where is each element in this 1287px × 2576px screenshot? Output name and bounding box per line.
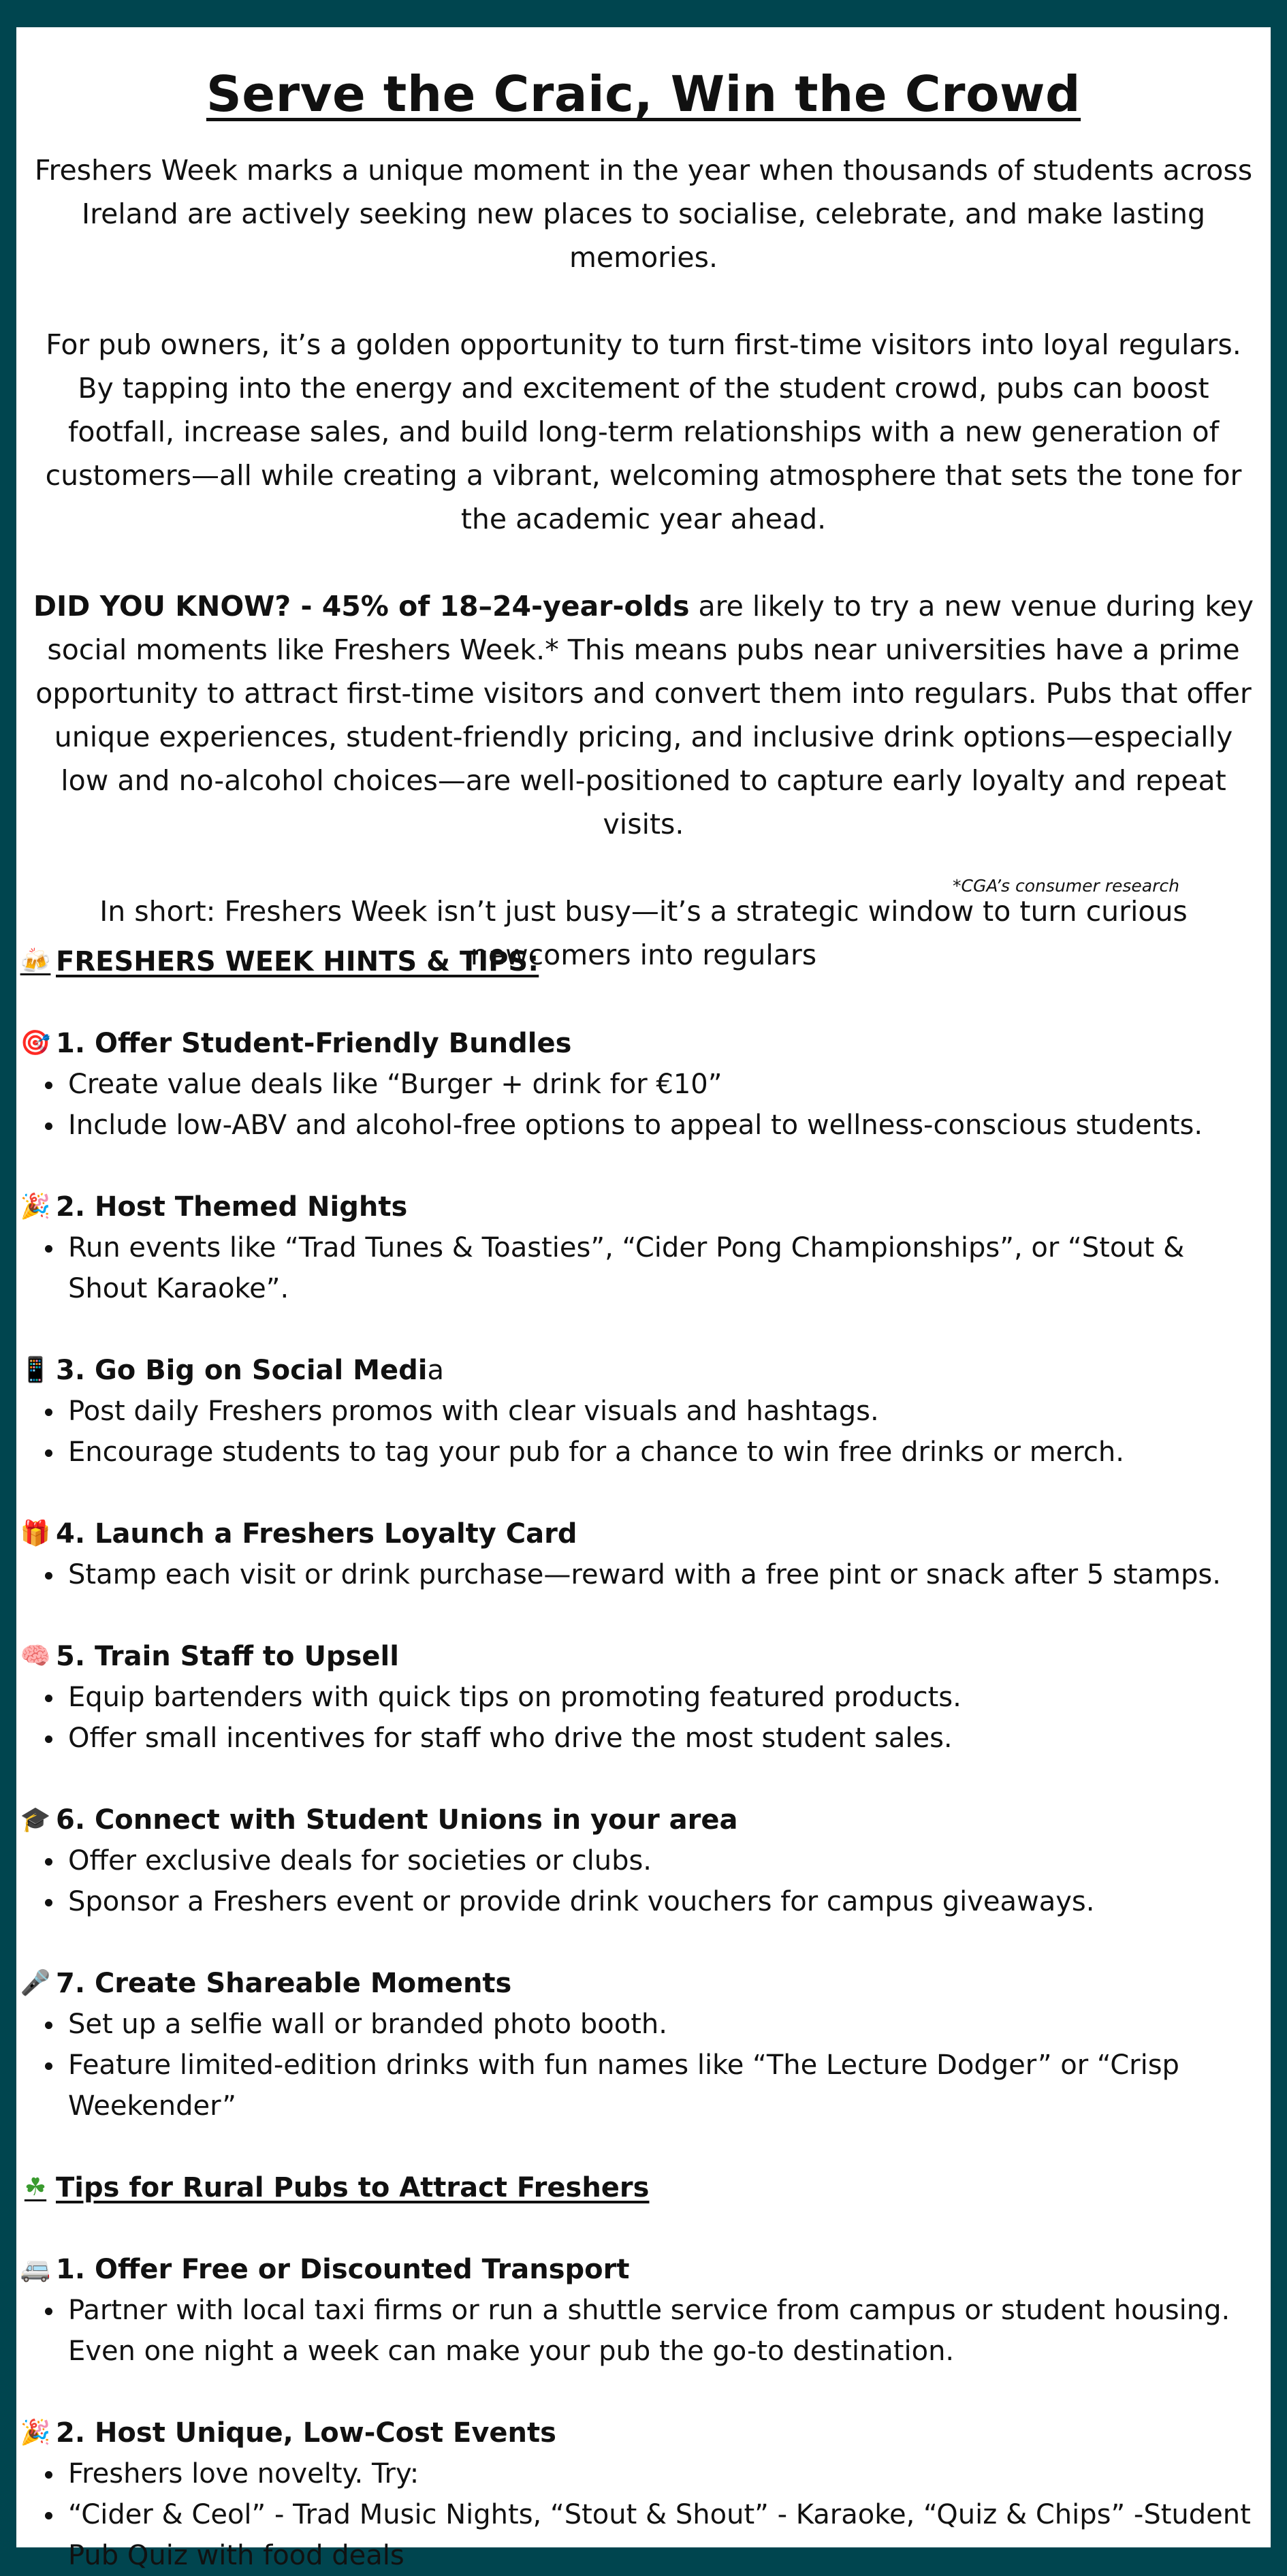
tip-heading [20, 1963, 1267, 2004]
tip-heading [20, 1187, 1267, 1227]
target-icon: 🎯 [20, 1029, 51, 1057]
hints-heading-text: FRESHERS WEEK HINTS & TIPS: [56, 946, 539, 977]
tip-bullets [20, 2004, 1267, 2126]
tip-bullets [20, 2290, 1267, 2372]
mobile-phone-icon: 📱 [20, 1356, 51, 1384]
party-popper-icon: 🎉 [20, 1193, 51, 1221]
list-item: Offer small incentives for staff who drive the most student sales. [68, 1718, 1267, 1759]
tips-container [20, 941, 1267, 2576]
tip-title: 6. Connect with Student Unions in your area [56, 1804, 738, 1836]
graduation-cap-icon: 🎓 [20, 1806, 51, 1834]
hints-tip-5 [20, 1636, 1267, 1759]
tip-bullets [20, 1840, 1267, 1922]
document-page [16, 27, 1271, 2571]
tip-bullets [20, 1554, 1267, 1595]
hints-tip-6 [20, 1800, 1267, 1922]
tip-title: 2. Host Themed Nights [56, 1191, 408, 1223]
list-item: Create value deals like “Burger + drink for €10” [68, 1064, 1267, 1105]
tip-heading [20, 1800, 1267, 1840]
brain-icon: 🧠 [20, 1642, 51, 1670]
rural-list [20, 2249, 1267, 2576]
intro-paragraph-2: For pub owners, it’s a golden opportunity to turn first-time visitors into loyal regulars. By tapping into the energy and excitement of the student crowd, pubs can boost footfall, increase sales, and build long-term relationships with a new generation of customers—all while creating a vibrant, welcoming atmosphere that sets the tone for the academic year ahead. [45, 328, 1242, 535]
did-you-know-text: are likely to try a new venue during key social moments like Freshers Week.* This means pubs near universities have a prime opportunity to attract first-time visitors and convert them into regulars. Pubs that offer unique experiences, student-friendly pricing, and inclusive drink options—especially low and no-alcohol choices—are well-positioned to capture early loyalty and repeat visits. [35, 590, 1254, 841]
hints-tip-7 [20, 1963, 1267, 2126]
list-item: Feature limited-edition drinks with fun names like “The Lecture Dodger” or “Crisp Weekender” [68, 2045, 1267, 2126]
tip-title: 5. Train Staff to Upsell [56, 1641, 399, 1672]
tip-heading [20, 1513, 1267, 1554]
hints-list [20, 1023, 1267, 2126]
tip-bullets [20, 1227, 1267, 1309]
microphone-icon: 🎤 [20, 1969, 51, 1997]
list-item: “Cider & Ceol” - Trad Music Nights, “Stout & Shout” - Karaoke, “Quiz & Chips” -Student Pub Quiz with food deals [68, 2494, 1267, 2576]
tip-title: 1. Offer Student-Friendly Bundles [56, 1028, 572, 1059]
minibus-icon: 🚐 [20, 2255, 51, 2283]
tip-title: 3. Go Big on Social Medi [56, 1355, 428, 1386]
shamrock-icon: ☘ [24, 2173, 47, 2201]
footnote: *CGA’s consumer research [953, 876, 1179, 896]
list-item: Set up a selfie wall or branded photo booth. [68, 2004, 1267, 2045]
tip-bullets [20, 1064, 1267, 1146]
list-item: Run events like “Trad Tunes & Toasties”, “Cider Pong Championships”, or “Stout & Shout Karaoke”. [68, 1227, 1267, 1309]
hints-tip-2 [20, 1187, 1267, 1309]
list-item: Encourage students to tag your pub for a chance to win free drinks or merch. [68, 1432, 1267, 1473]
tip-title: 2. Host Unique, Low-Cost Events [56, 2417, 556, 2449]
tip-heading [20, 2249, 1267, 2290]
tip-bullets [20, 1391, 1267, 1473]
beer-mugs-icon: 🍻 [20, 947, 51, 975]
tip-heading [20, 2413, 1267, 2453]
hints-tip-4 [20, 1513, 1267, 1595]
list-item: Post daily Freshers promos with clear visuals and hashtags. [68, 1391, 1267, 1432]
intro-paragraph-4: In short: Freshers Week isn’t just busy—it’s a strategic window to turn curious newcomers into regulars [99, 895, 1188, 971]
list-item: Include low-ABV and alcohol-free options to appeal to wellness-conscious students. [68, 1105, 1267, 1146]
list-item: Sponsor a Freshers event or provide drink vouchers for campus giveaways. [68, 1881, 1267, 1922]
party-popper-icon: 🎉 [20, 2419, 51, 2447]
tip-title: 7. Create Shareable Moments [56, 1968, 512, 1999]
rural-heading [20, 2167, 1267, 2208]
intro-section [31, 148, 1256, 977]
gift-icon: 🎁 [20, 1520, 51, 1548]
list-item: Partner with local taxi firms or run a shuttle service from campus or student housing. Even one night a week can make your pub the go-to destination. [68, 2290, 1267, 2372]
tip-heading [20, 1636, 1267, 1677]
tip-title-tail: a [427, 1355, 444, 1386]
list-item: Equip bartenders with quick tips on promoting featured products. [68, 1677, 1267, 1718]
tip-heading [20, 1350, 1267, 1391]
list-item: Stamp each visit or drink purchase—reward with a free pint or snack after 5 stamps. [68, 1554, 1267, 1595]
hints-tip-1 [20, 1023, 1267, 1146]
rural-tip-1 [20, 2249, 1267, 2372]
list-item: Freshers love novelty. Try: [68, 2453, 1267, 2494]
tip-title: 1. Offer Free or Discounted Transport [56, 2254, 630, 2285]
intro-paragraph-1: Freshers Week marks a unique moment in the year when thousands of students across Ireland are actively seeking new places to socialise, celebrate, and make lasting memories. [34, 154, 1253, 274]
tip-bullets [20, 2453, 1267, 2576]
did-you-know-highlight: DID YOU KNOW? - 45% of 18–24-year-olds [33, 590, 690, 623]
tip-heading [20, 1023, 1267, 1064]
list-item: Offer exclusive deals for societies or clubs. [68, 1840, 1267, 1881]
intro-paragraph-3 [31, 584, 1256, 846]
hints-tip-3 [20, 1350, 1267, 1473]
hints-heading [20, 941, 1267, 982]
rural-heading-text: Tips for Rural Pubs to Attract Freshers [56, 2172, 650, 2203]
tip-title: 4. Launch a Freshers Loyalty Card [56, 1518, 577, 1550]
tip-bullets [20, 1677, 1267, 1759]
rural-tip-2 [20, 2413, 1267, 2576]
page-title: Serve the Craic, Win the Crowd [206, 65, 1081, 123]
